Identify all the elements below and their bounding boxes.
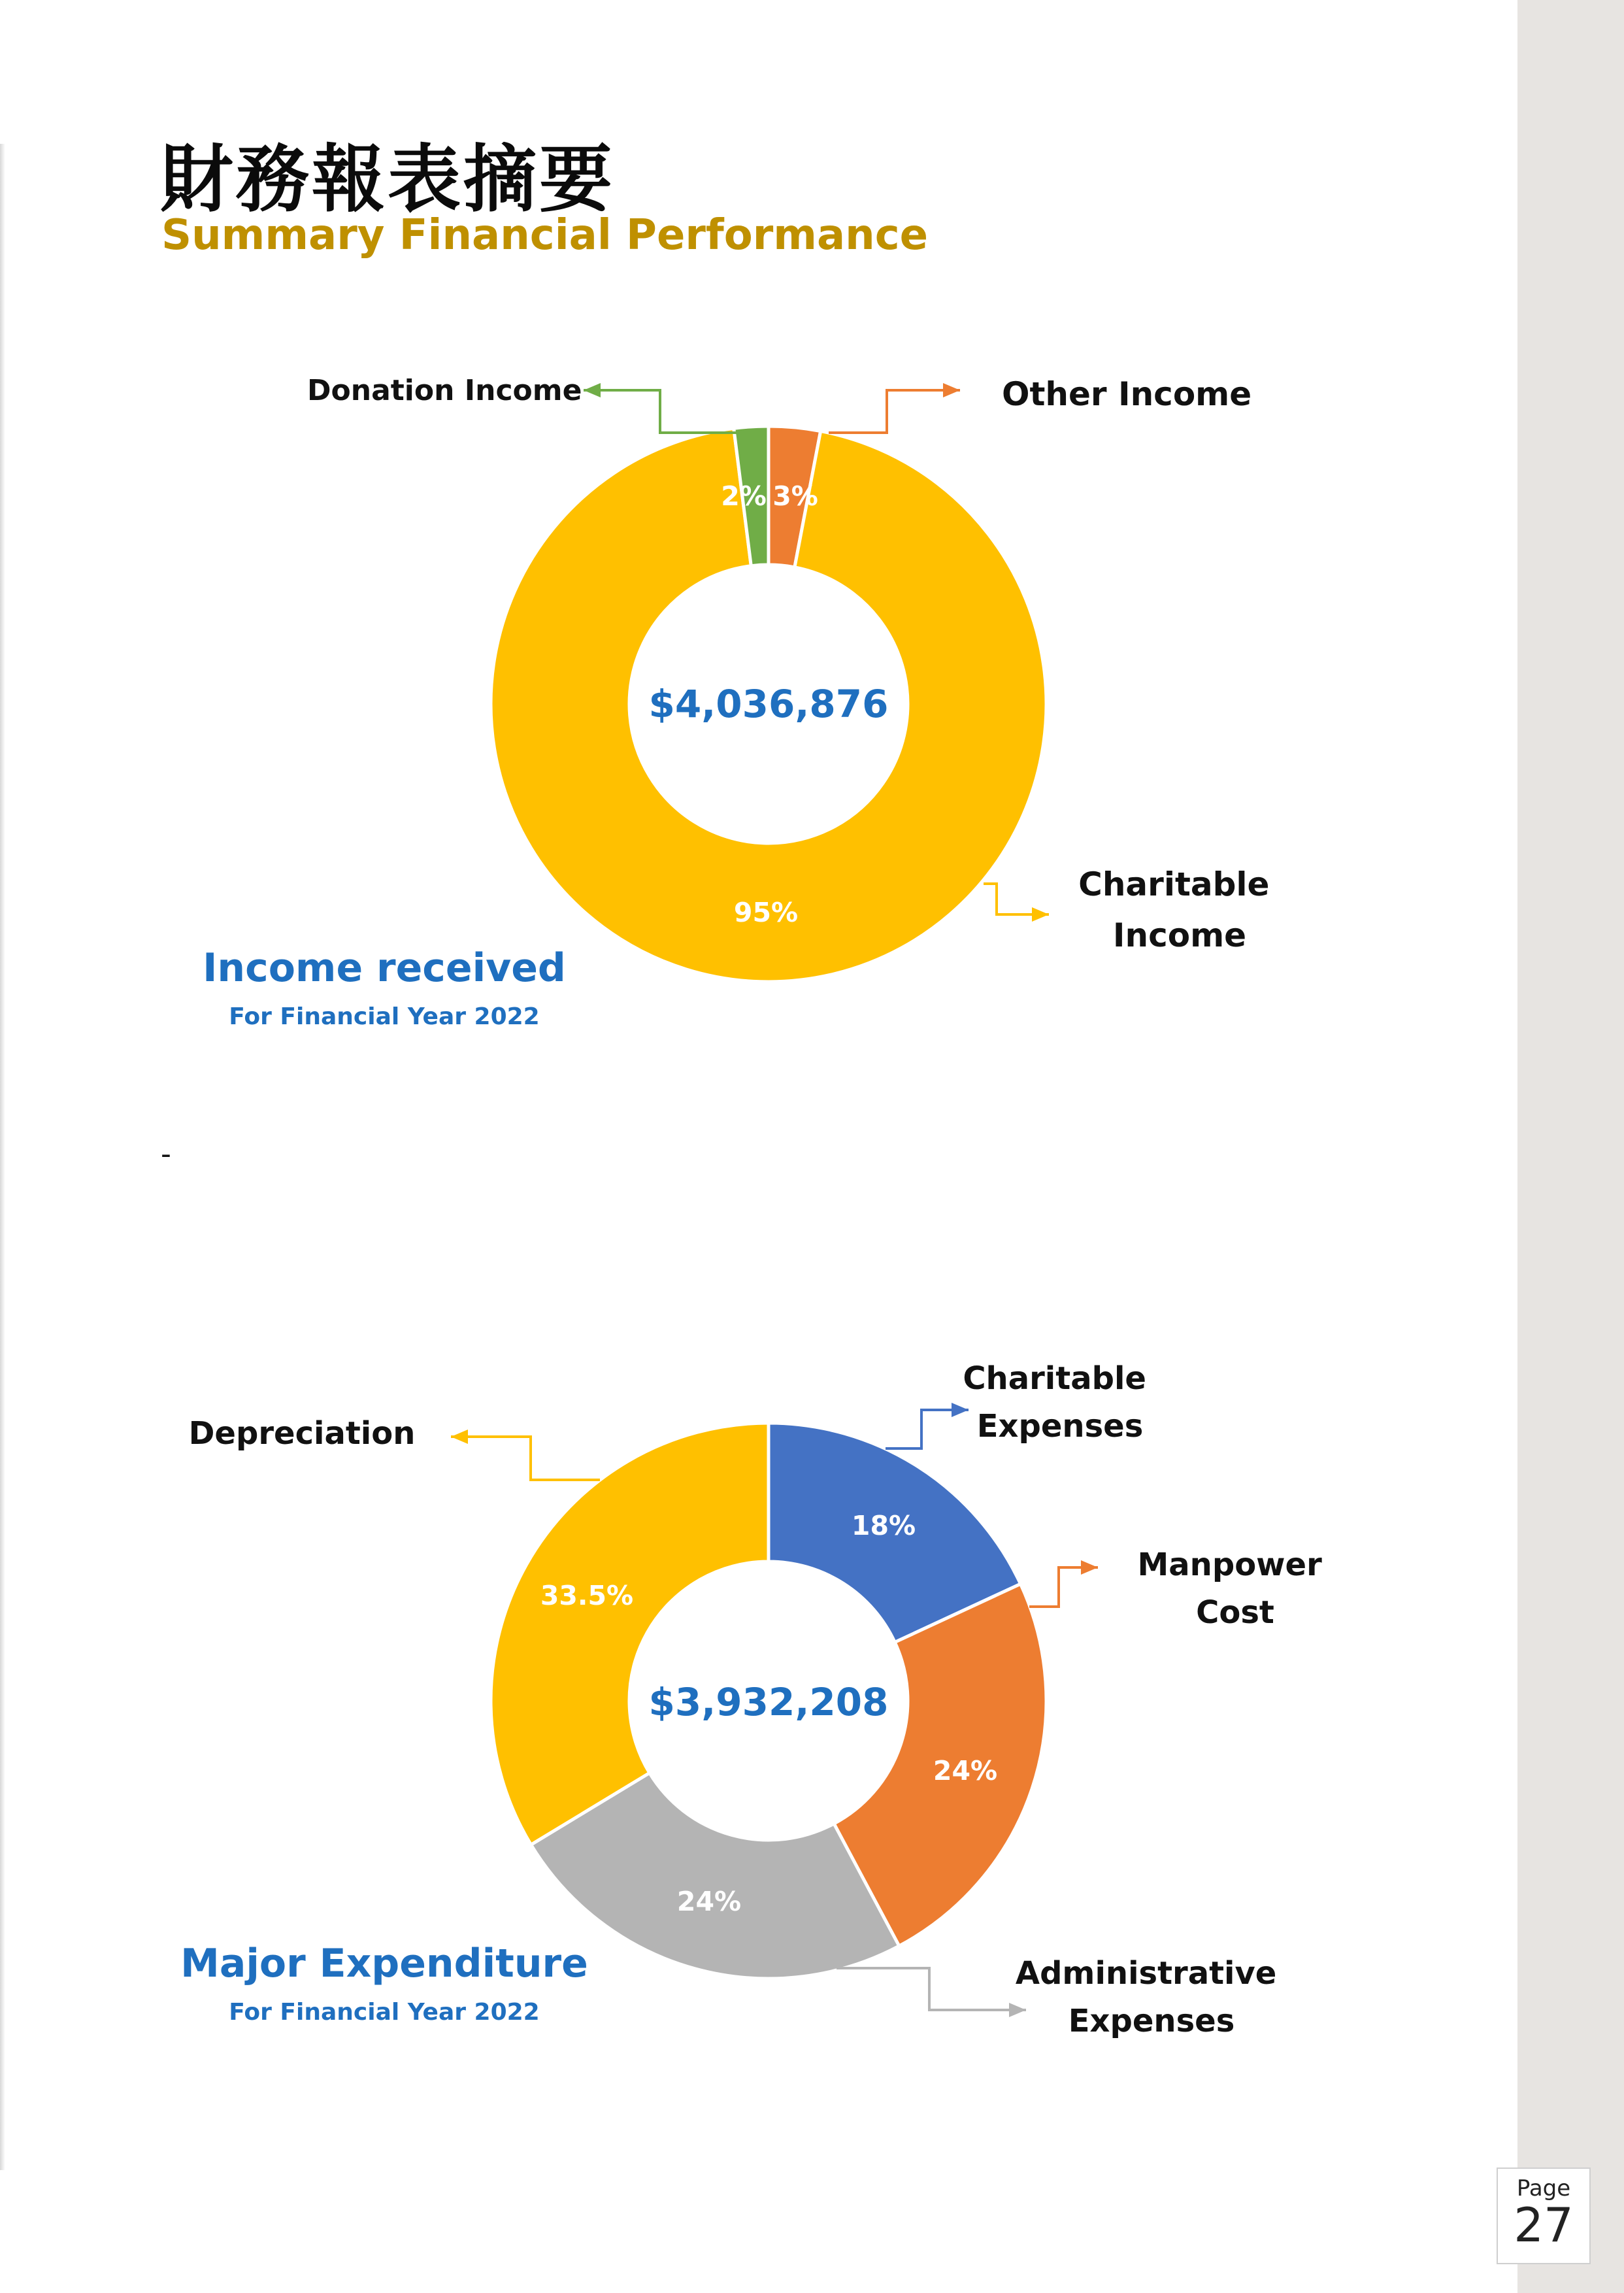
expenditure-chart-subtitle: For Financial Year 2022 <box>229 1999 540 2026</box>
page-title-chinese: 財務報表摘要 <box>160 137 615 222</box>
legend-administrative-expenses-line2: Expenses <box>1068 2003 1235 2039</box>
separator-dash: - <box>161 1137 171 1171</box>
manpower-cost-leader-line <box>1029 1567 1098 1607</box>
page-number-box <box>1497 2167 1591 2264</box>
legend-manpower-cost-line2: Cost <box>1196 1594 1274 1631</box>
slice-label-manpower: 24% <box>933 1755 998 1786</box>
charitable-expenses-arrowhead <box>952 1403 969 1417</box>
legend-depreciation: Depreciation <box>188 1415 416 1452</box>
slice-label-charitable-expenses: 18% <box>851 1510 916 1541</box>
page-label: Page <box>1516 2175 1571 2201</box>
legend-charitable-expenses <box>963 1360 1157 1445</box>
page-number: 27 <box>1514 2198 1574 2252</box>
legend-manpower-cost-line1: Manpower <box>1137 1547 1322 1583</box>
slice-label-administrative: 24% <box>676 1886 742 1917</box>
depreciation-arrowhead <box>451 1430 468 1444</box>
donut-slice-depreciation <box>491 1423 769 1845</box>
administrative-expenses-arrowhead <box>1009 2003 1026 2017</box>
depreciation-leader-line <box>451 1437 600 1480</box>
slice-label-other: 3% <box>772 480 818 512</box>
legend-charitable-expenses-line1: Charitable <box>963 1360 1146 1397</box>
legend-charitable-income-line2: Income <box>1112 916 1247 954</box>
legend-donation-income: Donation Income <box>307 374 582 407</box>
legend-charitable-expenses-line2: Expenses <box>976 1408 1144 1445</box>
administrative-expenses-leader-line <box>837 1968 1026 2010</box>
expenditure-chart-title: Major Expenditure <box>180 1941 588 1986</box>
income-chart-title: Income received <box>203 945 566 991</box>
page-title-english: Summary Financial Performance <box>161 211 929 259</box>
income-chart-subtitle: For Financial Year 2022 <box>229 1003 540 1030</box>
income-total: $4,036,876 <box>648 682 889 726</box>
expenditure-total: $3,932,208 <box>648 1680 889 1724</box>
slice-label-donation: 2% <box>721 480 767 512</box>
legend-other-income: Other Income <box>1002 375 1252 413</box>
legend-manpower-cost <box>1138 1547 1333 1631</box>
legend-administrative-expenses-line1: Administrative <box>1015 1955 1277 1992</box>
legend-administrative-expenses <box>1016 1955 1287 2039</box>
manpower-cost-arrowhead <box>1081 1560 1098 1575</box>
slice-label-depreciation: 33.5% <box>540 1580 634 1611</box>
charitable-expenses-leader-line <box>886 1410 969 1448</box>
slice-label-charitable: 95% <box>733 897 799 928</box>
legend-charitable-income-line1: Charitable <box>1078 865 1270 903</box>
